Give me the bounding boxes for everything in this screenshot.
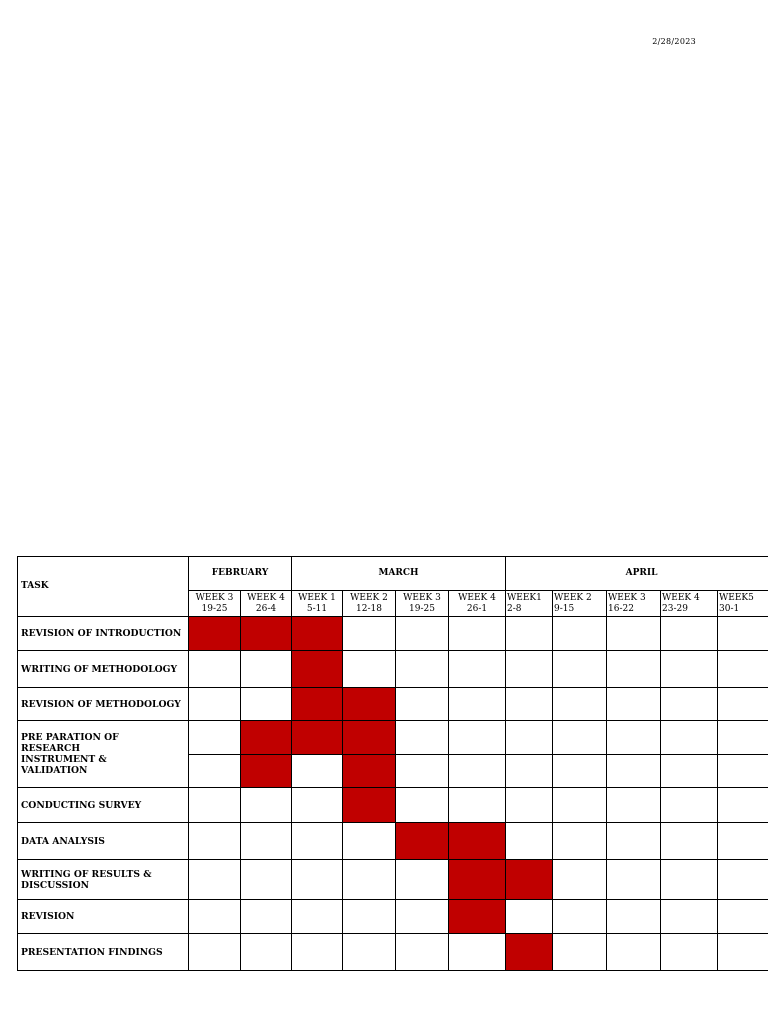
week-name: WEEK1 (507, 592, 542, 603)
week-range: 26-1 (466, 603, 488, 614)
gantt-empty-cell (553, 860, 607, 900)
gantt-empty-cell (661, 721, 718, 755)
gantt-empty-cell (718, 651, 768, 688)
gantt-empty-cell (396, 651, 449, 688)
gantt-empty-cell (396, 860, 449, 900)
week-name: WEEK 1 (298, 592, 336, 603)
gantt-empty-cell (396, 755, 449, 788)
gantt-empty-cell (241, 823, 292, 860)
gantt-empty-cell (661, 617, 718, 651)
gantt-empty-cell (343, 651, 396, 688)
gantt-empty-cell (661, 651, 718, 688)
gantt-empty-cell (718, 823, 768, 860)
gantt-empty-cell (553, 688, 607, 721)
task-label: WRITING OF METHODOLOGY (18, 651, 189, 688)
gantt-bar-cell (506, 934, 553, 971)
gantt-bar-cell (449, 860, 506, 900)
gantt-empty-cell (449, 651, 506, 688)
gantt-empty-cell (718, 860, 768, 900)
week-range: 12-18 (356, 603, 382, 614)
gantt-empty-cell (607, 755, 661, 788)
week-range: 2-8 (507, 603, 522, 614)
gantt-bar-cell (241, 721, 292, 755)
week-range: 9-15 (554, 603, 575, 614)
week-header-4 (396, 591, 449, 617)
gantt-empty-cell (553, 788, 607, 823)
task-label: CONDUCTING SURVEY (18, 788, 189, 823)
gantt-empty-cell (396, 900, 449, 934)
gantt-empty-cell (189, 651, 241, 688)
task-label: PRE PARATION OF RESEARCH INSTRUMENT & VALIDATION (18, 721, 189, 788)
gantt-empty-cell (718, 934, 768, 971)
task-label: PRESENTATION FINDINGS (18, 934, 189, 971)
gantt-bar-cell (343, 755, 396, 788)
gantt-bar-cell (506, 860, 553, 900)
task-row (18, 651, 768, 688)
gantt-empty-cell (607, 651, 661, 688)
gantt-bar-cell (292, 688, 343, 721)
gantt-empty-cell (449, 721, 506, 755)
week-name: WEEK 3 (195, 592, 234, 603)
month-header-april: APRIL (506, 557, 768, 591)
gantt-empty-cell (396, 934, 449, 971)
gantt-empty-cell (189, 755, 241, 788)
gantt-empty-cell (661, 788, 718, 823)
gantt-empty-cell (607, 721, 661, 755)
week-range: 19-25 (201, 603, 228, 614)
gantt-empty-cell (553, 721, 607, 755)
gantt-empty-cell (396, 688, 449, 721)
week-name: WEEK 4 (662, 592, 700, 603)
gantt-empty-cell (189, 900, 241, 934)
week-header-6 (506, 591, 553, 617)
gantt-empty-cell (553, 755, 607, 788)
gantt-empty-cell (189, 860, 241, 900)
gantt-empty-cell (718, 617, 768, 651)
gantt-empty-cell (292, 860, 343, 900)
gantt-bar-cell (343, 688, 396, 721)
gantt-bar-cell (449, 900, 506, 934)
gantt-empty-cell (506, 617, 553, 651)
gantt-empty-cell (449, 934, 506, 971)
gantt-empty-cell (343, 934, 396, 971)
gantt-bar-cell (343, 721, 396, 755)
gantt-bar-cell (292, 721, 343, 755)
gantt-empty-cell (396, 617, 449, 651)
gantt-empty-cell (189, 934, 241, 971)
task-row (18, 823, 768, 860)
week-range: 5-11 (306, 603, 328, 614)
date-label: 2/28/2023 (652, 37, 696, 46)
task-row (18, 860, 768, 900)
task-row (18, 688, 768, 721)
week-header-10 (718, 591, 768, 617)
gantt-empty-cell (506, 788, 553, 823)
week-header-1 (241, 591, 292, 617)
week-range: 19-25 (409, 603, 435, 614)
week-name: WEEK 4 (247, 592, 285, 603)
week-header-8 (607, 591, 661, 617)
gantt-empty-cell (241, 688, 292, 721)
gantt-empty-cell (449, 788, 506, 823)
task-label: WRITING OF RESULTS & DISCUSSION (18, 860, 189, 900)
gantt-bar-cell (241, 755, 292, 788)
gantt-empty-cell (189, 823, 241, 860)
gantt-empty-cell (661, 860, 718, 900)
gantt-empty-cell (661, 823, 718, 860)
gantt-empty-cell (241, 860, 292, 900)
week-header-3 (343, 591, 396, 617)
gantt-empty-cell (607, 934, 661, 971)
gantt-empty-cell (553, 651, 607, 688)
gantt-empty-cell (449, 688, 506, 721)
gantt-empty-cell (506, 721, 553, 755)
month-header-february: FEBRUARY (189, 557, 292, 591)
gantt-bar-cell (292, 617, 343, 651)
task-row (18, 934, 768, 971)
gantt-empty-cell (718, 755, 768, 788)
task-label: REVISION OF INTRODUCTION (18, 617, 189, 651)
gantt-empty-cell (449, 755, 506, 788)
week-range: 30-1 (719, 603, 740, 614)
gantt-empty-cell (506, 755, 553, 788)
gantt-empty-cell (718, 788, 768, 823)
gantt-bar-cell (449, 823, 506, 860)
gantt-empty-cell (553, 823, 607, 860)
gantt-empty-cell (607, 823, 661, 860)
gantt-empty-cell (553, 900, 607, 934)
gantt-table (17, 556, 768, 971)
week-name: WEEK 2 (554, 592, 592, 603)
gantt-empty-cell (292, 823, 343, 860)
week-name: WEEK 2 (350, 592, 388, 603)
week-name: WEEK 3 (403, 592, 441, 603)
gantt-empty-cell (506, 688, 553, 721)
week-name: WEEK 4 (458, 592, 496, 603)
gantt-empty-cell (607, 900, 661, 934)
gantt-empty-cell (607, 617, 661, 651)
gantt-empty-cell (292, 934, 343, 971)
task-label: REVISION OF METHODOLOGY (18, 688, 189, 721)
gantt-empty-cell (292, 900, 343, 934)
task-header: TASK (18, 557, 189, 617)
gantt-bar-cell (343, 788, 396, 823)
gantt-empty-cell (506, 900, 553, 934)
gantt-empty-cell (607, 788, 661, 823)
gantt-empty-cell (661, 934, 718, 971)
gantt-empty-cell (607, 860, 661, 900)
week-name: WEEK 3 (608, 592, 646, 603)
task-label: DATA ANALYSIS (18, 823, 189, 860)
gantt-empty-cell (506, 823, 553, 860)
task-row (18, 617, 768, 651)
gantt-empty-cell (241, 651, 292, 688)
gantt-empty-cell (343, 900, 396, 934)
gantt-empty-cell (241, 788, 292, 823)
gantt-empty-cell (343, 617, 396, 651)
week-name: WEEK5 (719, 592, 754, 603)
gantt-empty-cell (449, 617, 506, 651)
gantt-empty-cell (718, 688, 768, 721)
gantt-empty-cell (241, 900, 292, 934)
task-row (18, 900, 768, 934)
task-row (18, 788, 768, 823)
gantt-empty-cell (506, 651, 553, 688)
week-header-0 (189, 591, 241, 617)
gantt-chart (17, 556, 768, 971)
gantt-empty-cell (343, 860, 396, 900)
gantt-bar-cell (241, 617, 292, 651)
gantt-empty-cell (718, 721, 768, 755)
gantt-empty-cell (661, 900, 718, 934)
gantt-empty-cell (189, 721, 241, 755)
gantt-bar-cell (292, 651, 343, 688)
gantt-empty-cell (718, 900, 768, 934)
week-header-2 (292, 591, 343, 617)
week-range: 16-22 (608, 603, 634, 614)
gantt-empty-cell (396, 721, 449, 755)
week-header-7 (553, 591, 607, 617)
gantt-empty-cell (292, 788, 343, 823)
gantt-empty-cell (189, 788, 241, 823)
gantt-empty-cell (607, 688, 661, 721)
gantt-empty-cell (241, 934, 292, 971)
week-header-5 (449, 591, 506, 617)
task-row (18, 721, 768, 755)
task-label: REVISION (18, 900, 189, 934)
gantt-empty-cell (189, 688, 241, 721)
gantt-empty-cell (661, 688, 718, 721)
gantt-empty-cell (343, 823, 396, 860)
gantt-bar-cell (396, 823, 449, 860)
gantt-empty-cell (553, 617, 607, 651)
gantt-empty-cell (661, 755, 718, 788)
week-range: 26-4 (255, 603, 277, 614)
gantt-bar-cell (189, 617, 241, 651)
gantt-empty-cell (292, 755, 343, 788)
gantt-empty-cell (553, 934, 607, 971)
gantt-empty-cell (396, 788, 449, 823)
month-header-march: MARCH (292, 557, 506, 591)
month-header-row (18, 557, 768, 591)
week-range: 23-29 (662, 603, 688, 614)
week-header-9 (661, 591, 718, 617)
